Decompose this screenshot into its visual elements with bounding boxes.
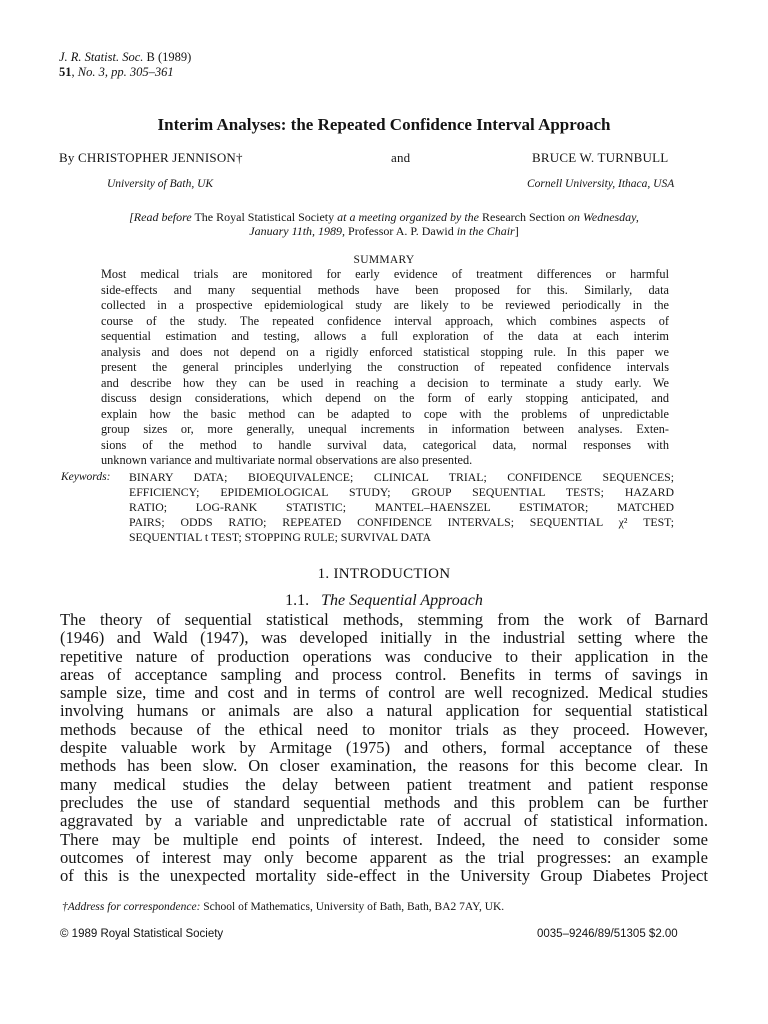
body-line: methods has been slow. On closer examination, the reasons for this become clear. In [60, 757, 708, 776]
second-author-affiliation: Cornell University, Ithaca, USA [527, 178, 675, 190]
issn-price: 0035–9246/89/51305 $2.00 [537, 928, 678, 940]
summary-abstract [101, 267, 669, 469]
read-before-line2 [0, 224, 768, 239]
first-author-affiliation: University of Bath, UK [107, 178, 214, 190]
body-line: repetitive nature of production operations was conducive to their application in the [60, 647, 708, 666]
keywords-line: PAIRS; ODDS RATIO; REPEATED CONFIDENCE INTERVALS; SEQUENTIAL χ² TEST; [129, 515, 674, 529]
summary-line: present the general principles underlying the construction of repeated confidence intervals [101, 360, 669, 374]
subsection-title: The Sequential Approach [321, 592, 483, 609]
weekday-text: on Wednesday, [567, 210, 639, 224]
keywords-line: EFFICIENCY; EPIDEMIOLOGICAL STUDY; GROUP SEQUENTIAL TESTS; HAZARD [129, 485, 674, 499]
summary-line: side-effects and many sequential methods have been proposed for this. Similarly, data [101, 282, 669, 297]
body-line: There may be multiple end points of interest. Indeed, the need to consider some [60, 830, 708, 849]
footnote-address: School of Mathematics, University of Bath, Bath, BA2 7AY, UK. [200, 901, 505, 913]
summary-heading: SUMMARY [353, 254, 415, 266]
journal-volume-sep: , [71, 65, 78, 79]
first-author: By CHRISTOPHER JENNISON† [59, 150, 243, 165]
body-line: despite valuable work by Armitage (1975) and others, formal acceptance of these [60, 739, 708, 758]
summary-line: Most medical trials are monitored for early evidence of treatment differences or harmful [101, 267, 669, 281]
journal-name: J. R. Statist. Soc. [59, 50, 144, 64]
journal-series-year: B (1989) [146, 50, 192, 64]
summary-line: analysis and does not depend on a rigidly enforced statistical stopping rule. In this paper we [101, 344, 669, 359]
keywords-line: BINARY DATA; BIOEQUIVALENCE; CLINICAL TRIAL; CONFIDENCE SEQUENCES; [129, 470, 674, 484]
society-name: The Royal Statistical Society [191, 210, 338, 224]
body-line: sample size, time and cost and in terms of control are well recognized. Medical studies [60, 684, 708, 703]
body-line: many medical studies the delay between patient treatment and patient response [60, 775, 708, 794]
correspondence-footnote [62, 901, 504, 913]
section-name: Research Section [479, 210, 568, 224]
body-line: (1946) and Wald (1947), was developed initially in the industrial setting where the [60, 629, 708, 648]
author-conjunction: and [391, 150, 411, 165]
copyright-notice: © 1989 Royal Statistical Society [60, 928, 224, 940]
summary-line: course of the study. The repeated confidence interval approach, which combines aspects of [101, 313, 669, 328]
summary-line: sions of the method to handle survival data, categorical data, normal responses with [101, 437, 669, 452]
second-author: BRUCE W. TURNBULL [532, 150, 669, 165]
summary-line: and describe how they can be used in reaching a decision to terminate a study early. We [101, 375, 669, 390]
summary-line: sequential estimation and testing, allows a full exploration of the data at each interim [101, 329, 669, 343]
keywords-label: Keywords: [61, 471, 111, 483]
chair-name: Professor A. P. Dawid [345, 224, 457, 238]
meeting-date: January 11th, 1989, [249, 224, 346, 238]
summary-line: unknown variance and multivariate normal observations are also presented. [101, 453, 473, 467]
read-before-text: [Read before [129, 210, 192, 224]
summary-line: collected in a prospective epidemiological study are likely to be reviewed periodically in the [101, 298, 669, 312]
body-line: of this is the unexpected mortality side-effect in the University Group Diabetes Project [60, 867, 708, 886]
body-line: outcomes of interest may only become apparent as the trial progresses: an example [60, 848, 708, 867]
journal-issue-pages: No. 3, pp. 305–361 [77, 65, 174, 79]
closing-bracket: ] [514, 224, 519, 238]
footnote-label: †Address for correspondence: [62, 901, 201, 913]
subsection-number: 1.1. [285, 592, 310, 609]
body-line: precludes the use of standard sequential methods and this problem can be further [60, 793, 708, 812]
keywords-line: RATIO; LOG-RANK STATISTIC; MANTEL–HAENSZEL ESTIMATOR; MATCHED [129, 500, 674, 514]
subsection-heading [0, 592, 768, 610]
body-line: aggravated by a variable and unpredictable rate of accrual of statistical information. [60, 812, 708, 831]
paper-title: Interim Analyses: the Repeated Confidence Interval Approach [157, 115, 611, 134]
keywords-line: SEQUENTIAL t TEST; STOPPING RULE; SURVIVAL DATA [129, 530, 432, 544]
body-line: areas of acceptance sampling and process control. Benefits in terms of savings in [60, 665, 708, 684]
journal-citation-line2 [59, 65, 174, 80]
body-line: involving humans or animals are also a natural application for sequential statistical [60, 702, 708, 721]
introduction-body [60, 611, 708, 885]
section-heading: 1. INTRODUCTION [317, 566, 451, 582]
read-before-line1 [0, 210, 768, 225]
summary-line: explain how the basic method can be adapted to cope with the problems of unpredictable [101, 406, 669, 421]
journal-volume: 51 [59, 65, 72, 79]
summary-line: discuss design considerations, which depend on the form of early stopping anticipated, and [101, 391, 669, 405]
summary-line: group sizes or, more generally, unequal increments in information between analyses. Exten- [101, 422, 669, 436]
body-line: methods because of the ethical need to monitor trials as they proceed. However, [60, 720, 708, 739]
chair-text: in the Chair [456, 224, 515, 238]
journal-citation-line1 [59, 50, 191, 65]
body-line: The theory of sequential statistical methods, stemming from the work of Barnard [60, 611, 708, 629]
keywords-list [129, 470, 674, 545]
meeting-text: at a meeting organized by the [337, 210, 479, 224]
